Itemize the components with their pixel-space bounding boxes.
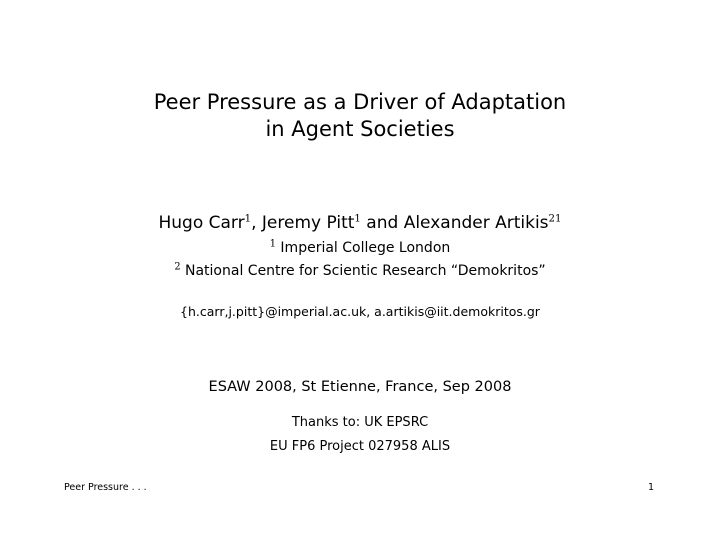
affiliation-1	[0, 239, 720, 257]
author-name: Jeremy Pitt	[261, 213, 355, 233]
footer-short-title: Peer Pressure . . .	[64, 482, 147, 493]
affiliation-mark: 2	[174, 261, 181, 273]
thanks-line-1: Thanks to: UK EPSRC	[291, 415, 429, 430]
affiliation-name: National Centre for Scientic Research “Demokritos”	[185, 263, 546, 279]
page-number: 1	[647, 482, 654, 493]
title-line-1: Peer Pressure as a Driver of Adaptation	[153, 90, 567, 114]
affiliation-mark: 21	[548, 213, 562, 225]
author-separator: and	[360, 213, 404, 233]
event-info: ESAW 2008, St Etienne, France, Sep 2008	[208, 379, 512, 395]
affiliation-mark: 1	[244, 213, 252, 225]
title-line-2: in Agent Societies	[265, 117, 455, 141]
affiliation-name: Imperial College London	[280, 240, 451, 256]
author-emails: {h.carr,j.pitt}@imperial.ac.uk, a.artikis@iit.demokritos.gr	[180, 304, 540, 319]
author-name: Hugo Carr	[158, 213, 245, 233]
affiliation-2	[0, 262, 720, 280]
author-name: Alexander Artikis	[403, 213, 549, 233]
affiliation-mark: 1	[269, 238, 276, 250]
author-list	[0, 212, 720, 234]
author-separator: ,	[251, 213, 262, 233]
thanks-line-2: EU FP6 Project 027958 ALIS	[269, 439, 451, 454]
affiliation-mark: 1	[354, 213, 361, 225]
